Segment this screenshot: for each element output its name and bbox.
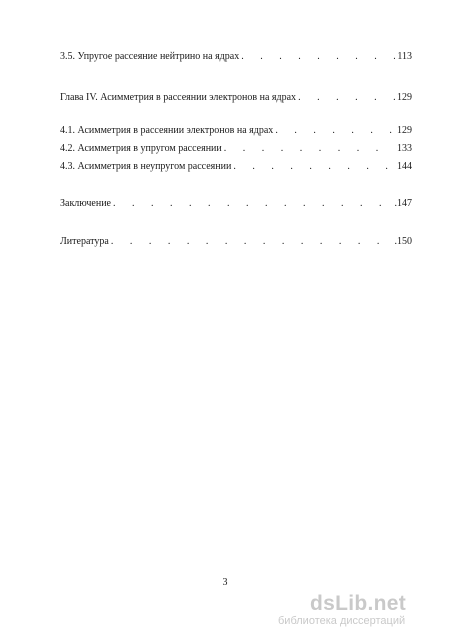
toc-entry-4-2 xyxy=(60,143,412,155)
toc-entry-page: 144 xyxy=(397,161,412,172)
toc-leader-dots xyxy=(233,161,395,173)
toc-leader-dots xyxy=(241,51,395,63)
watermark xyxy=(278,594,438,630)
toc-entry-title: 4.3. Асимметрия в неупругом рассеянии xyxy=(60,161,232,172)
toc-entry-chapter-4 xyxy=(60,92,412,104)
toc-entry-title: 3.5. Упругое рассеяние нейтрино на ядрах xyxy=(60,51,240,62)
page-number: 3 xyxy=(222,577,228,588)
toc-leader-dots xyxy=(224,143,395,155)
toc-entry-title: 4.2. Асимметрия в упругом рассеянии xyxy=(60,143,222,154)
toc-entry-conclusion xyxy=(60,198,412,210)
toc-entry-page: .150 xyxy=(394,236,412,247)
toc-entry-page: 133 xyxy=(397,143,412,154)
toc-entry-4-1 xyxy=(60,125,412,137)
toc-entry-page: .147 xyxy=(394,198,412,209)
watermark-subtitle: библиотека диссертаций xyxy=(278,615,406,627)
toc-entry-literature xyxy=(60,236,412,248)
toc-leader-dots xyxy=(113,198,393,210)
toc-entry-title: Литература xyxy=(60,236,109,247)
toc-entry-title: Глава IV. Асимметрия в рассеянии электронов на ядрах xyxy=(60,92,297,103)
toc-entry-page: 113 xyxy=(397,51,412,62)
toc-entry-4-3 xyxy=(60,161,412,173)
toc-leader-dots xyxy=(298,92,395,104)
toc-entry-3-5 xyxy=(60,51,412,63)
toc-entry-page: 129 xyxy=(397,92,412,103)
watermark-logo: dsLib.net xyxy=(310,592,407,615)
toc-entry-title: Заключение xyxy=(60,198,111,209)
toc-entry-page: 129 xyxy=(397,125,412,136)
toc-entry-title: 4.1. Асимметрия в рассеянии электронов на ядрах xyxy=(60,125,274,136)
toc-leader-dots xyxy=(275,125,395,137)
toc-leader-dots xyxy=(111,236,393,248)
